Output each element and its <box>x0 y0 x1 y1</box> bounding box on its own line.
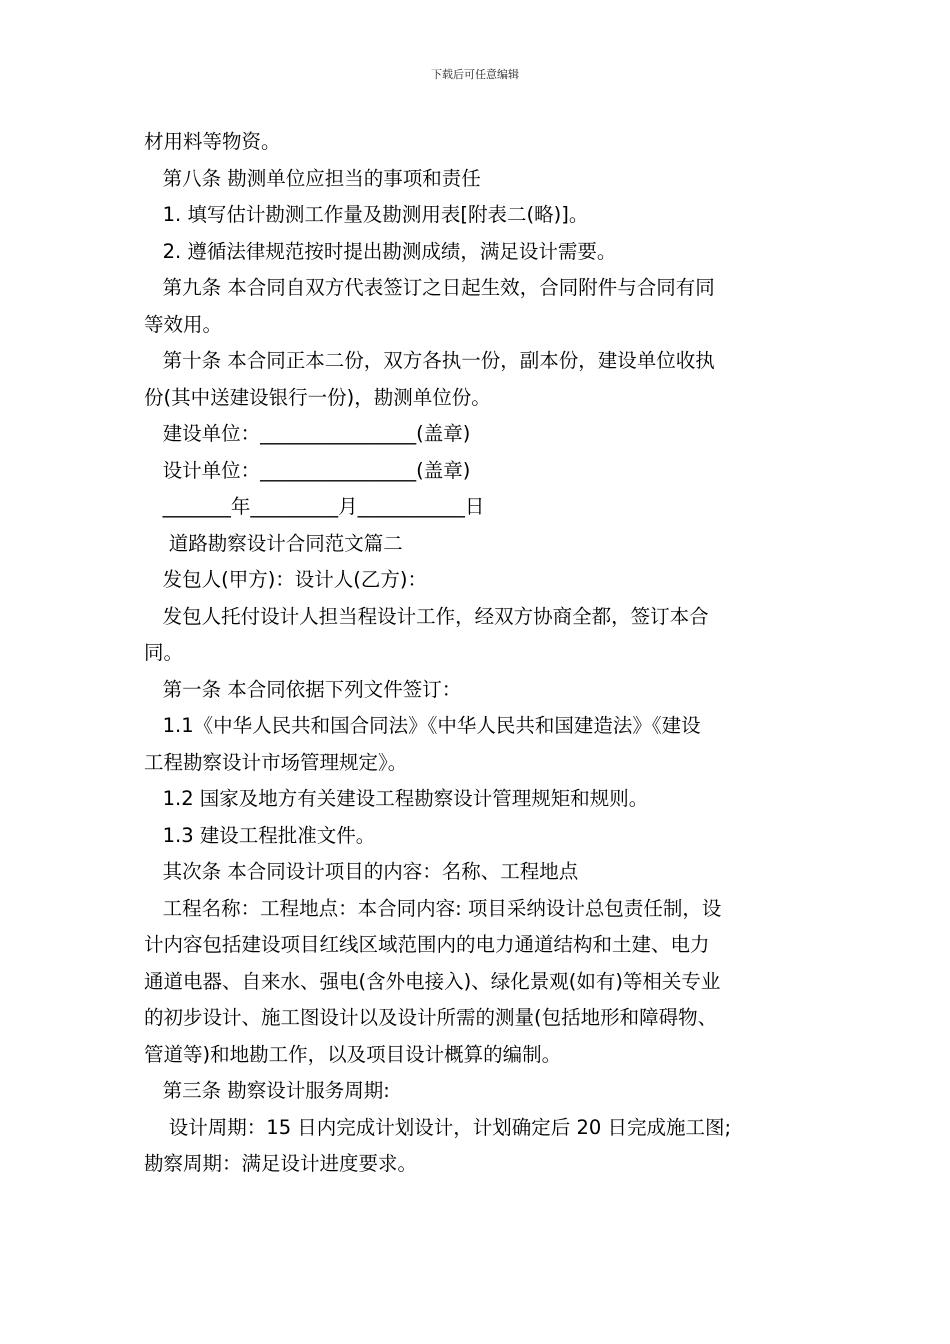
article-1-heading: 第一条 本合同依据下列文件签订： <box>144 677 462 701</box>
text-line: 1.2 国家及地方有关建设工程勘察设计管理规矩和规则。 <box>144 787 649 810</box>
text-line: 设计周期：15 日内完成计划设计，计划确定后 20 日完成施工图; <box>144 1115 732 1139</box>
text-line: 2. 遵循法律规范按时提出勘测成绩，满足设计需要。 <box>144 239 617 263</box>
date-line: _______年_________月___________日 <box>144 495 485 518</box>
design-unit-signature: 设计单位：________________(盖章) <box>144 458 471 482</box>
article-2-heading: 其次条 本合同设计项目的内容：名称、工程地点 <box>144 860 579 883</box>
article-10-text: 第十条 本合同正本二份，双方各执一份，副本份，建设单位收执 <box>144 349 715 372</box>
page-header: 下载后可任意编辑 <box>431 68 519 81</box>
document-body <box>144 124 808 1183</box>
parties-line: 发包人(甲方)：设计人(乙方)： <box>144 568 428 591</box>
text-line: 管道等)和地勘工作，以及项目设计概算的编制。 <box>144 1042 562 1066</box>
text-line: 等效用。 <box>144 312 223 336</box>
construction-unit-signature: 建设单位：________________(盖章) <box>144 422 471 445</box>
text-line: 份(其中送建设银行一份)，勘测单位份。 <box>144 385 491 409</box>
section-title: 道路勘察设计合同范文篇二 <box>144 531 403 555</box>
text-line: 材用料等物资。 <box>144 130 281 153</box>
text-line: 发包人托付设计人担当程设计工作，经双方协商全都，签订本合 <box>144 604 709 628</box>
text-line: 1.1《中华人民共和国合同法》《中华人民共和国建造法》《建设 <box>144 714 701 737</box>
article-8-heading: 第八条 勘测单位应担当的事项和责任 <box>144 166 481 190</box>
text-line: 同。 <box>144 641 184 664</box>
text-line: 工程名称：工程地点：本合同内容: 项目采纳设计总包责任制，设 <box>144 896 722 920</box>
text-line: 的初步设计、施工图设计以及设计所需的测量(包括地形和障碍物、 <box>144 1006 718 1029</box>
article-9-text: 第九条 本合同自双方代表签订之日起生效，合同附件与合同有同 <box>144 276 715 299</box>
text-line: 计内容包括建设项目红线区域范围内的电力通道结构和土建、电力 <box>144 933 710 956</box>
text-line: 工程勘察设计市场管理规定》。 <box>144 750 408 774</box>
text-line: 1. 填写估计勘测工作量及勘测用表[附表二(略)]。 <box>144 203 589 226</box>
text-line: 勘察周期：满足设计进度要求。 <box>144 1152 418 1175</box>
text-line: 1.3 建设工程批准文件。 <box>144 823 376 847</box>
article-3-heading: 第三条 勘察设计服务周期: <box>144 1079 390 1102</box>
text-line: 通道电器、自来水、强电(含外电接入)、绿化景观(如有)等相关专业 <box>144 969 721 993</box>
